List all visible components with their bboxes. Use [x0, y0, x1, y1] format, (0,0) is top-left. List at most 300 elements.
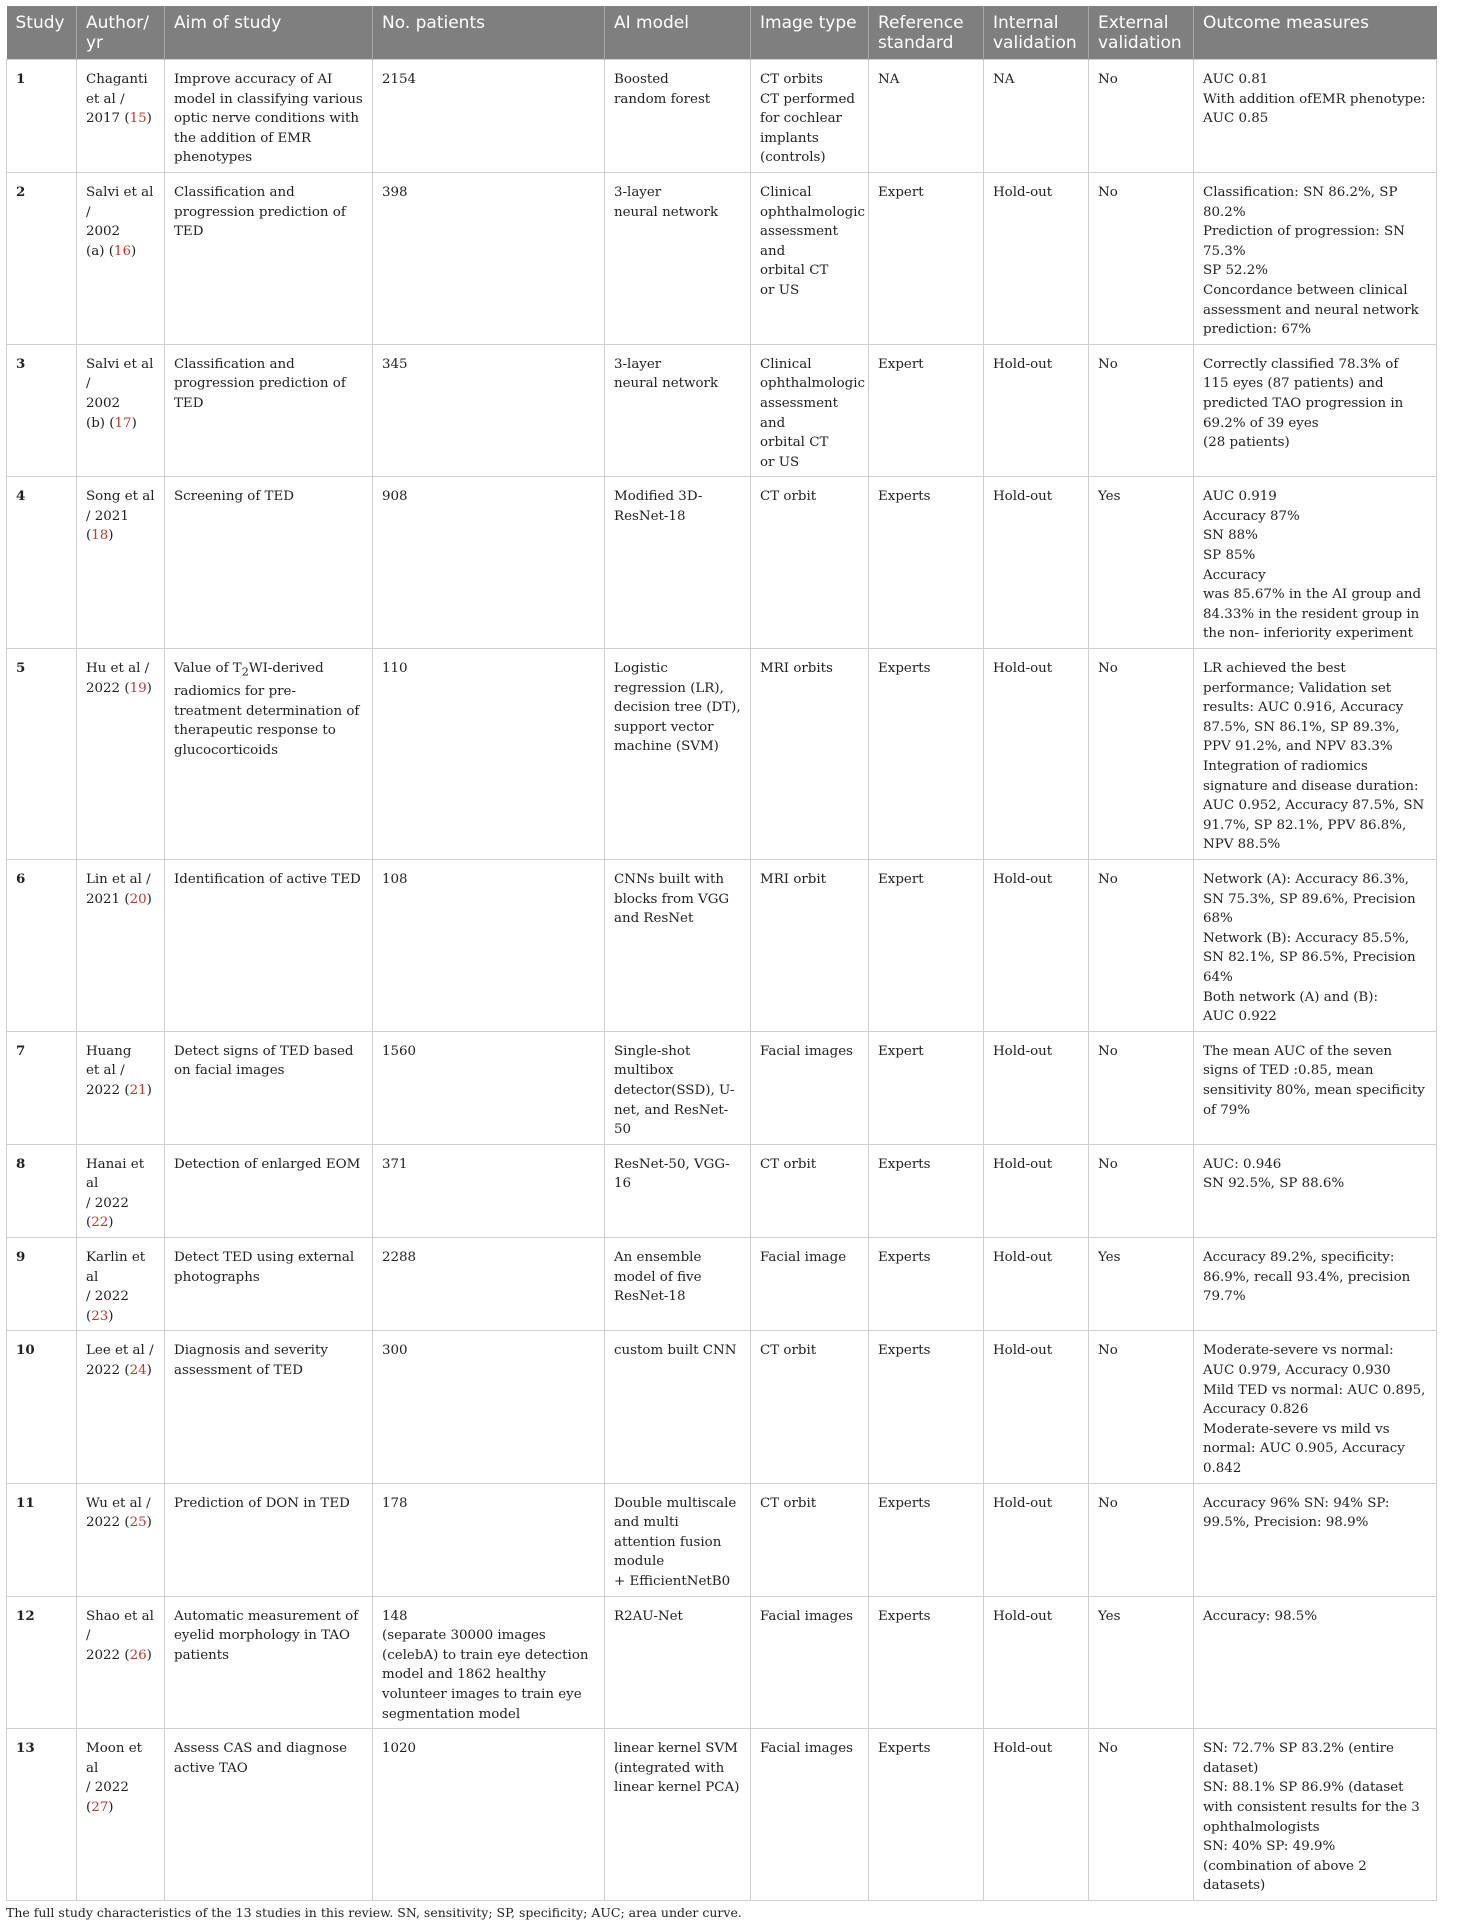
author-text: 2022 (	[86, 1647, 130, 1663]
cell-line: Modified 3D-	[614, 489, 703, 505]
cell-line: Prediction of progression: SN 75.3%	[1203, 224, 1405, 259]
cell-line: CNNs built with blocks from VGG and ResNet	[614, 871, 730, 927]
aim-cell: Identification of active TED	[165, 859, 373, 1031]
column-header: No. patients	[373, 6, 605, 60]
image-type-cell	[751, 1729, 869, 1901]
reference-standard-cell: Experts	[869, 477, 984, 649]
author-cell	[77, 60, 165, 173]
cell-line: With addition ofEMR phenotype:	[1203, 91, 1426, 107]
cell-line: Accuracy	[1203, 567, 1266, 583]
author-line	[86, 355, 155, 394]
external-validation-cell: No	[1089, 1729, 1194, 1901]
internal-validation-cell: Hold-out	[984, 1483, 1089, 1596]
study-number-cell: 13	[7, 1729, 77, 1901]
image-type-cell	[751, 1596, 869, 1729]
author-line	[86, 1341, 155, 1361]
cell-line: An ensemble model of five ResNet-18	[614, 1250, 702, 1305]
reference-link[interactable]: 19	[129, 680, 147, 696]
patients-cell	[373, 1144, 605, 1237]
aim-cell: Classification and progression prediction of TED	[165, 172, 373, 344]
author-line: 2022 (25)	[86, 1515, 152, 1531]
cell-line: The mean AUC of the seven signs of TED :0.85, mean sensitivity 80%, mean specificity of 79%	[1203, 1043, 1425, 1118]
reference-link[interactable]: 26	[129, 1647, 147, 1663]
author-line: 2022 (19)	[86, 680, 152, 696]
image-type-cell	[751, 649, 869, 860]
aim-cell: Improve accuracy of AI model in classifying various optic nerve conditions with the addition of EMR phenotypes	[165, 60, 373, 173]
author-text: / 2021 (	[86, 508, 129, 544]
cell-line: Facial images	[760, 1608, 854, 1624]
table-row	[7, 1483, 1437, 1596]
author-line	[86, 1607, 155, 1646]
author-line: / 2022 (22)	[86, 1195, 129, 1231]
external-validation-cell: No	[1089, 1031, 1194, 1144]
cell-line: Classification: SN 86.2%, SP 80.2%	[1203, 184, 1398, 220]
author-text: 2022 (	[86, 1082, 130, 1098]
aim-cell: Assess CAS and diagnose active TAO	[165, 1729, 373, 1901]
author-text: Moon et al	[86, 1741, 143, 1776]
internal-validation-cell: Hold-out	[984, 172, 1089, 344]
author-cell	[77, 1238, 165, 1331]
ai-model-cell	[605, 1483, 751, 1596]
column-header: External validation	[1089, 6, 1194, 60]
table-row	[7, 1031, 1437, 1144]
patients-cell	[373, 649, 605, 860]
patients-cell	[373, 60, 605, 173]
cell-line: AUC 0.922	[1203, 1009, 1277, 1025]
cell-line: + EfficientNetB0	[614, 1573, 731, 1589]
author-line	[86, 659, 155, 679]
cell-line: Double multiscale and multi attention fusion module	[614, 1495, 737, 1570]
author-cell	[77, 1331, 165, 1483]
cell-line: Moderate-severe vs mild vs normal: AUC 0.905, Accuracy 0.842	[1203, 1421, 1405, 1476]
author-cell	[77, 344, 165, 477]
internal-validation-cell: Hold-out	[984, 859, 1089, 1031]
cell-line: Accuracy 96% SN: 94% SP: 99.5%, Precision: 98.9%	[1203, 1495, 1390, 1531]
cell-line: SP 85%	[1203, 548, 1256, 564]
cell-line: CT orbits	[760, 72, 824, 87]
outcome-cell	[1194, 1483, 1437, 1596]
patients-count: 398	[382, 184, 408, 200]
cell-line: orbital CT	[760, 263, 829, 279]
study-number-cell: 3	[7, 344, 77, 477]
aim-text: WI-derived radiomics for pre-treatment determination of therapeutic response to glucocorticoids	[174, 661, 360, 759]
table-body	[7, 60, 1437, 1901]
author-text: Hanai et al	[86, 1156, 145, 1192]
author-line	[86, 487, 155, 507]
cell-line: Moderate-severe vs normal: AUC 0.979, Accuracy 0.930	[1203, 1343, 1394, 1379]
cell-line: ResNet-18	[614, 508, 686, 524]
ai-model-cell	[605, 1596, 751, 1729]
column-header: Reference standard	[869, 6, 984, 60]
author-line	[86, 1248, 155, 1287]
internal-validation-cell: NA	[984, 60, 1089, 173]
patients-count: 1560	[382, 1043, 417, 1059]
cell-line: for cochlear	[760, 111, 842, 127]
header-row	[7, 6, 1437, 60]
reference-link[interactable]: 23	[91, 1308, 109, 1324]
study-number-cell: 1	[7, 60, 77, 173]
table-header	[7, 6, 1437, 60]
outcome-cell	[1194, 859, 1437, 1031]
author-text: 2002	[86, 224, 121, 240]
cell-line: 3-layer	[614, 356, 662, 372]
patients-count: 345	[382, 356, 408, 372]
author-line	[86, 1494, 155, 1514]
cell-line: SP 52.2%	[1203, 263, 1268, 279]
cell-line: ResNet-50, VGG-16	[614, 1156, 730, 1192]
patients-count: 1020	[382, 1741, 417, 1757]
author-line: 2021 (20)	[86, 891, 152, 907]
cell-line: Logistic regression (LR), decision tree (DT), support vector machine (SVM)	[614, 661, 741, 755]
author-text: Chaganti	[86, 72, 148, 87]
author-line: 2022 (24)	[86, 1363, 152, 1379]
patients-count: 178	[382, 1495, 408, 1511]
cell-line: (28 patients)	[1203, 435, 1290, 451]
outcome-cell	[1194, 344, 1437, 477]
author-line: / 2022 (23)	[86, 1289, 129, 1324]
table-row	[7, 859, 1437, 1031]
external-validation-cell: No	[1089, 1483, 1194, 1596]
reference-standard-cell: Expert	[869, 172, 984, 344]
aim-cell	[165, 649, 373, 860]
author-text: Lee et al /	[86, 1343, 154, 1359]
author-line: (b) (17)	[86, 415, 137, 431]
cell-line: neural network	[614, 204, 719, 220]
cell-line: or US	[760, 454, 800, 470]
aim-cell: Automatic measurement of eyelid morphology in TAO patients	[165, 1596, 373, 1729]
table-row	[7, 60, 1437, 173]
ai-model-cell	[605, 1031, 751, 1144]
author-text: (b) (	[86, 415, 115, 431]
outcome-cell	[1194, 60, 1437, 173]
author-text: / 2022 (	[86, 1780, 129, 1815]
reference-standard-cell: Experts	[869, 1483, 984, 1596]
table-row	[7, 477, 1437, 649]
author-line	[86, 1042, 155, 1062]
cell-line: Network (B): Accuracy 85.5%, SN 82.1%, SP 86.5%, Precision 64%	[1203, 930, 1416, 985]
cell-line: Facial images	[760, 1741, 854, 1757]
reference-standard-cell: Experts	[869, 1331, 984, 1483]
author-line: 2017 (15)	[86, 111, 152, 127]
external-validation-cell: No	[1089, 344, 1194, 477]
study-number-cell: 7	[7, 1031, 77, 1144]
cell-line: assessment and	[760, 395, 839, 431]
author-line	[86, 90, 155, 110]
outcome-cell	[1194, 1144, 1437, 1237]
author-cell	[77, 1596, 165, 1729]
cell-line: AUC 0.919	[1203, 489, 1277, 505]
author-text: Salvi et al /	[86, 356, 154, 392]
author-cell	[77, 172, 165, 344]
cell-line: Facial image	[760, 1250, 847, 1266]
internal-validation-cell: Hold-out	[984, 344, 1089, 477]
aim-text: Value of T	[174, 661, 242, 677]
external-validation-cell: No	[1089, 1144, 1194, 1237]
cell-line: ophthalmologic	[760, 204, 865, 220]
author-text: Lin et al /	[86, 871, 151, 887]
study-number-cell: 4	[7, 477, 77, 649]
patients-cell	[373, 1031, 605, 1144]
external-validation-cell: No	[1089, 172, 1194, 344]
reference-link[interactable]: 22	[91, 1215, 109, 1231]
cell-line: MRI orbit	[760, 871, 827, 887]
external-validation-cell: Yes	[1089, 477, 1194, 649]
author-text: / 2022 (	[86, 1289, 129, 1324]
cell-line: Mild TED vs normal: AUC 0.895, Accuracy 0.826	[1203, 1382, 1426, 1418]
image-type-cell	[751, 344, 869, 477]
author-text: 2022 (	[86, 1515, 130, 1531]
ai-model-cell	[605, 344, 751, 477]
image-type-cell	[751, 172, 869, 344]
patients-count: 908	[382, 489, 408, 505]
table-row	[7, 649, 1437, 860]
cell-line: linear kernel SVM (integrated with linear kernel PCA)	[614, 1741, 740, 1796]
patients-cell	[373, 1729, 605, 1901]
cell-line: Both network (A) and (B):	[1203, 989, 1379, 1005]
cell-line: LR achieved the best performance; Validation set results: AUC 0.916, Accuracy 87.5%, SN 86.1%, SP 89.3%, PPV 91.2%, and NPV 83.3%	[1203, 661, 1404, 755]
author-text: et al /	[86, 1063, 125, 1079]
ai-model-cell	[605, 1331, 751, 1483]
reference-link[interactable]: 21	[129, 1082, 147, 1098]
author-cell	[77, 477, 165, 649]
column-header: Image type	[751, 6, 869, 60]
external-validation-cell: No	[1089, 859, 1194, 1031]
column-header: Study	[7, 6, 77, 60]
cell-line: MRI orbits	[760, 661, 833, 677]
patients-cell	[373, 1331, 605, 1483]
cell-line: CT orbit	[760, 489, 817, 505]
table-container	[6, 6, 1436, 1920]
cell-line: SN 92.5%, SP 88.6%	[1203, 1176, 1345, 1192]
cell-line: Clinical	[760, 184, 812, 200]
internal-validation-cell: Hold-out	[984, 477, 1089, 649]
cell-line: AUC: 0.946	[1203, 1156, 1282, 1172]
author-text: Song et al	[86, 489, 155, 505]
cell-line: random forest	[614, 91, 711, 107]
author-line: (a) (16)	[86, 243, 137, 259]
outcome-cell	[1194, 1331, 1437, 1483]
author-line	[86, 394, 155, 414]
cell-line: Network (A): Accuracy 86.3%, SN 75.3%, SP 89.6%, Precision 68%	[1203, 871, 1416, 927]
reference-standard-cell: NA	[869, 60, 984, 173]
patients-cell	[373, 172, 605, 344]
outcome-cell	[1194, 477, 1437, 649]
internal-validation-cell: Hold-out	[984, 1596, 1089, 1729]
cell-line: Correctly classified 78.3% of 115 eyes (87 patients) and predicted TAO progression in 69.2% of 39 eyes	[1203, 356, 1404, 431]
author-text: 2002	[86, 395, 121, 411]
cell-line: neural network	[614, 376, 719, 392]
reference-link[interactable]: 20	[129, 891, 147, 907]
cell-line: CT performed	[760, 91, 855, 107]
author-line	[86, 1061, 155, 1081]
cell-line: Facial images	[760, 1043, 854, 1059]
reference-standard-cell: Experts	[869, 1729, 984, 1901]
patients-count: 371	[382, 1156, 408, 1172]
patients-cell	[373, 344, 605, 477]
aim-cell: Classification and progression prediction of TED	[165, 344, 373, 477]
reference-link[interactable]: 18	[91, 528, 109, 544]
ai-model-cell	[605, 649, 751, 860]
author-text: Hu et al /	[86, 661, 150, 677]
cell-line: Clinical	[760, 356, 812, 372]
table-row	[7, 1596, 1437, 1729]
cell-line: AUC 0.85	[1203, 111, 1269, 127]
patients-count: 148	[382, 1608, 408, 1624]
author-text: 2022 (	[86, 1363, 130, 1379]
cell-line: assessment and	[760, 224, 839, 259]
image-type-cell	[751, 859, 869, 1031]
study-number-cell: 12	[7, 1596, 77, 1729]
internal-validation-cell: Hold-out	[984, 1031, 1089, 1144]
author-text: 2021 (	[86, 891, 130, 907]
external-validation-cell: Yes	[1089, 1596, 1194, 1729]
table-row	[7, 1331, 1437, 1483]
cell-line: (controls)	[760, 150, 826, 166]
author-text: Karlin et al	[86, 1250, 146, 1285]
outcome-cell	[1194, 1729, 1437, 1901]
study-number-cell: 5	[7, 649, 77, 860]
internal-validation-cell: Hold-out	[984, 1144, 1089, 1237]
patients-cell	[373, 1596, 605, 1729]
author-line: 2022 (21)	[86, 1082, 152, 1098]
reference-standard-cell: Expert	[869, 344, 984, 477]
author-cell	[77, 1729, 165, 1901]
reference-link[interactable]: 15	[129, 111, 147, 127]
aim-cell: Detect TED using external photographs	[165, 1238, 373, 1331]
cell-line: custom built CNN	[614, 1343, 737, 1359]
author-line	[86, 183, 155, 222]
cell-line: was 85.67% in the AI group and 84.33% in the resident group in the non- inferiority experiment	[1203, 587, 1422, 642]
external-validation-cell: No	[1089, 1331, 1194, 1483]
author-cell	[77, 859, 165, 1031]
cell-line: Concordance between clinical assessment and neural network prediction: 67%	[1203, 282, 1419, 338]
study-number-cell: 2	[7, 172, 77, 344]
column-header: Author/ yr	[77, 6, 165, 60]
cell-line: ophthalmologic	[760, 376, 865, 392]
reference-standard-cell: Expert	[869, 859, 984, 1031]
internal-validation-cell: Hold-out	[984, 649, 1089, 860]
patients-count: 110	[382, 661, 408, 677]
patients-cell	[373, 859, 605, 1031]
cell-line: Accuracy: 98.5%	[1203, 1608, 1318, 1624]
outcome-cell	[1194, 649, 1437, 860]
reference-standard-cell: Experts	[869, 1596, 984, 1729]
image-type-cell	[751, 1031, 869, 1144]
cell-line: implants	[760, 130, 819, 146]
image-type-cell	[751, 1331, 869, 1483]
table-row	[7, 344, 1437, 477]
cell-line: SN: 72.7% SP 83.2% (entire dataset)	[1203, 1741, 1394, 1776]
patients-cell	[373, 1483, 605, 1596]
ai-model-cell	[605, 172, 751, 344]
reference-link[interactable]: 16	[113, 243, 131, 259]
cell-line: SN: 88.1% SP 86.9% (dataset with consistent results for the 3 ophthalmologists	[1203, 1780, 1420, 1835]
column-header: Aim of study	[165, 6, 373, 60]
author-line	[86, 870, 155, 890]
author-text: 2022 (	[86, 680, 130, 696]
reference-standard-cell: Expert	[869, 1031, 984, 1144]
author-line: 2022 (26)	[86, 1647, 152, 1663]
author-line	[86, 70, 155, 90]
reference-standard-cell: Experts	[869, 1144, 984, 1237]
cell-line: CT orbit	[760, 1495, 817, 1511]
study-characteristics-table	[6, 6, 1437, 1901]
outcome-cell	[1194, 1596, 1437, 1729]
patients-count: 108	[382, 871, 408, 887]
cell-line: Single-shot multibox detector(SSD), U-net, and ResNet-50	[614, 1043, 735, 1138]
external-validation-cell: Yes	[1089, 1238, 1194, 1331]
cell-line: 3-layer	[614, 184, 662, 200]
author-line: / 2021 (18)	[86, 508, 129, 544]
author-text: / 2022 (	[86, 1195, 129, 1231]
reference-link[interactable]: 27	[91, 1799, 109, 1815]
internal-validation-cell: Hold-out	[984, 1729, 1089, 1901]
aim-cell: Prediction of DON in TED	[165, 1483, 373, 1596]
cell-line: R2AU-Net	[614, 1608, 683, 1624]
column-header: Internal validation	[984, 6, 1089, 60]
patients-count: 2288	[382, 1250, 417, 1266]
external-validation-cell: No	[1089, 60, 1194, 173]
author-cell	[77, 1483, 165, 1596]
column-header: Outcome measures	[1194, 6, 1437, 60]
cell-line: SN 88%	[1203, 528, 1258, 544]
ai-model-cell	[605, 60, 751, 173]
author-text: Huang	[86, 1043, 132, 1059]
cell-line: CT orbit	[760, 1343, 817, 1359]
aim-cell: Diagnosis and severity assessment of TED	[165, 1331, 373, 1483]
patients-cell	[373, 1238, 605, 1331]
cell-line: Integration of radiomics signature and disease duration: AUC 0.952, Accuracy 87.5%, SN 91.7%, SP 82.1%, PPV 86.8%, NPV 88.5%	[1203, 759, 1425, 853]
author-text: (a) (	[86, 243, 114, 259]
reference-link[interactable]: 25	[129, 1515, 147, 1531]
author-text: et al /	[86, 91, 125, 107]
reference-link[interactable]: 24	[129, 1363, 147, 1379]
aim-cell: Detection of enlarged EOM	[165, 1144, 373, 1237]
patients-count: 300	[382, 1343, 408, 1359]
cell-line: AUC 0.81	[1203, 72, 1269, 87]
table-row	[7, 1238, 1437, 1331]
table-row	[7, 172, 1437, 344]
table-caption: The full study characteristics of the 13 studies in this review. SN, sensitivity; SP, specificity; AUC; area under curve.	[6, 1904, 742, 1920]
reference-link[interactable]: 17	[114, 415, 132, 431]
study-number-cell: 8	[7, 1144, 77, 1237]
ai-model-cell	[605, 477, 751, 649]
cell-line: or US	[760, 282, 800, 298]
aim-subscript: 2	[241, 665, 249, 679]
image-type-cell	[751, 1238, 869, 1331]
author-line	[86, 1155, 155, 1194]
internal-validation-cell: Hold-out	[984, 1331, 1089, 1483]
author-cell	[77, 1031, 165, 1144]
author-text: Shao et al /	[86, 1608, 154, 1644]
author-cell	[77, 649, 165, 860]
patients-note: (separate 30000 images (celebA) to train eye detection model and 1862 healthy volunteer images to train eye segmentation model	[382, 1628, 589, 1722]
image-type-cell	[751, 1483, 869, 1596]
cell-line: Accuracy 87%	[1203, 508, 1300, 524]
author-text: 2017 (	[86, 111, 130, 127]
author-line	[86, 1739, 155, 1778]
ai-model-cell	[605, 1238, 751, 1331]
external-validation-cell: No	[1089, 649, 1194, 860]
cell-line: Accuracy 89.2%, specificity: 86.9%, recall 93.4%, precision 79.7%	[1203, 1250, 1411, 1305]
reference-standard-cell: Experts	[869, 1238, 984, 1331]
cell-line: Boosted	[614, 72, 669, 87]
image-type-cell	[751, 60, 869, 173]
cell-line: CT orbit	[760, 1156, 817, 1172]
table-row	[7, 1729, 1437, 1901]
patients-count: 2154	[382, 72, 417, 87]
outcome-cell	[1194, 1238, 1437, 1331]
